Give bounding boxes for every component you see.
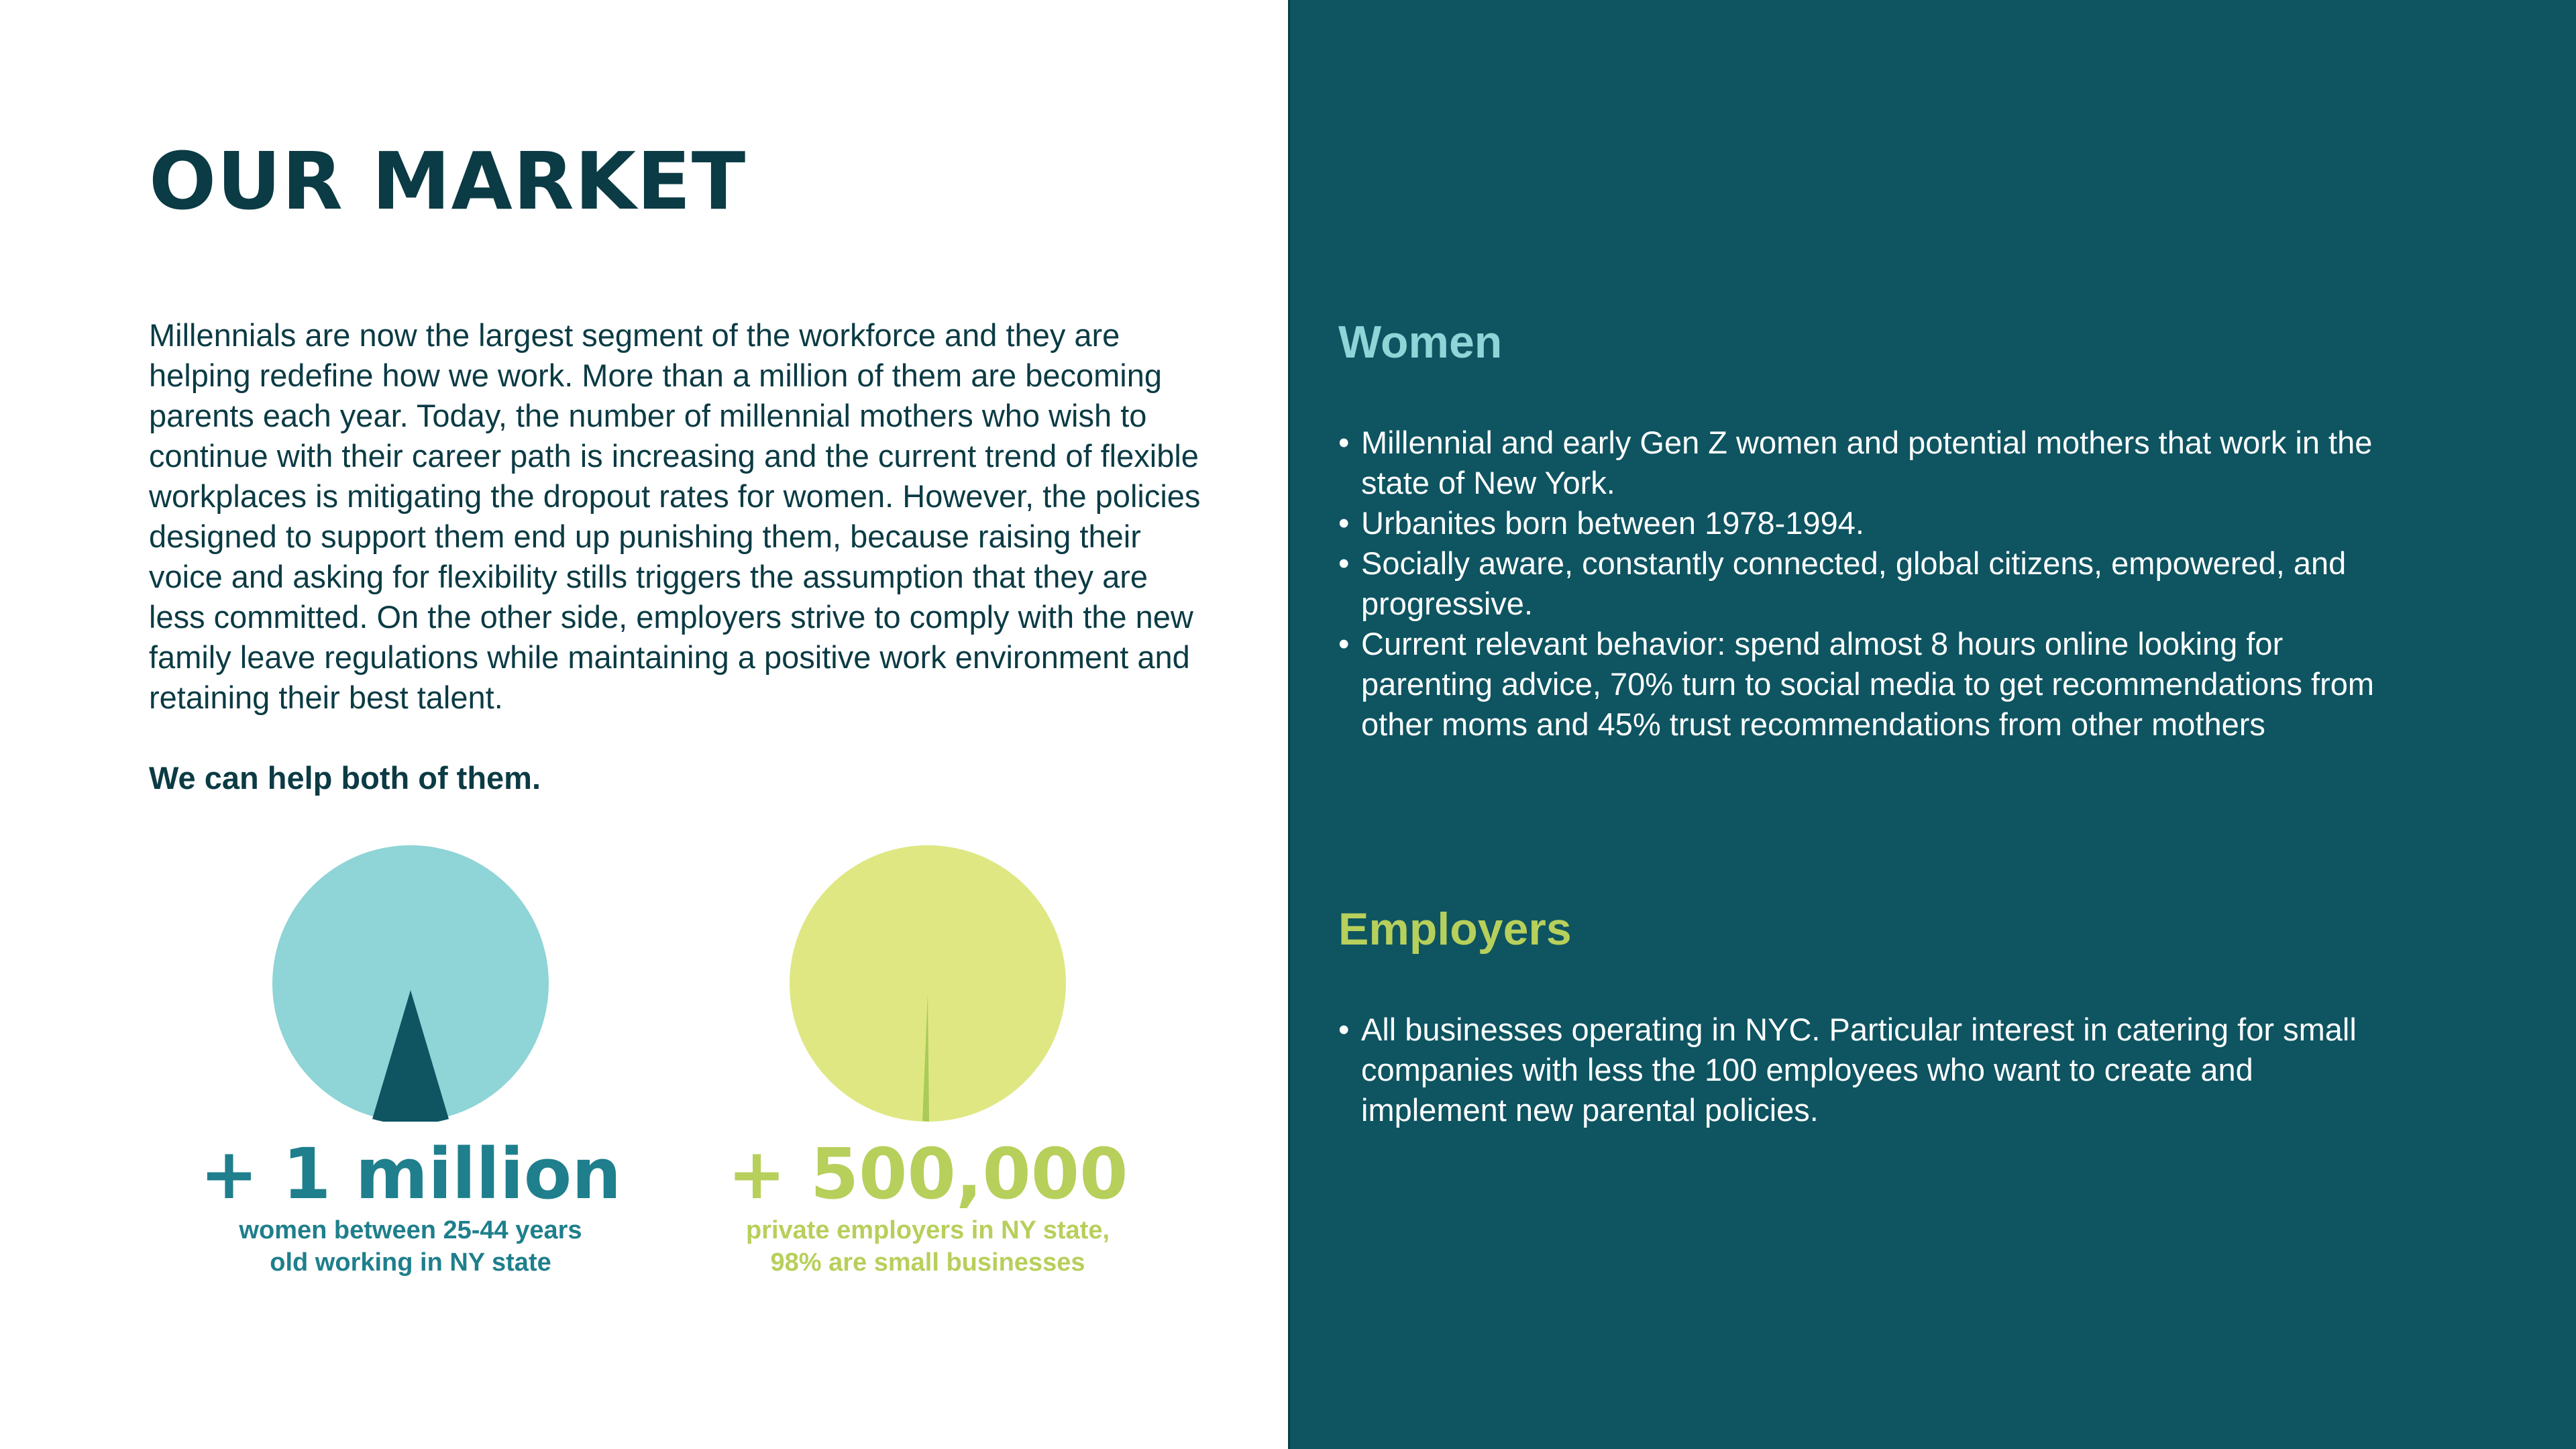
intro-paragraph: Millennials are now the largest segment of the workforce and they are helping redefine how we work. More than a million of them are becoming parents each year. Today, the number of millennial mothers who wish to continue with their career path is increasing and the current trend of flexible workplaces is mitigating the dropout rates for women. However, the policies designed to support them end up punishing them, because raising their voice and asking for flexibility stills triggers the assumption that they are less committed. On the other side, employers strive to comply with the new family leave regulations while maintaining a positive work environment and retaining their best talent. <box>149 317 1201 715</box>
women-stat-caption-line2: old working in NY state <box>270 1248 551 1277</box>
women-bullet: • Millennial and early Gen Z women and potential mothers that work in the state of New York. <box>1338 423 2385 503</box>
women-pie-icon <box>272 845 549 1122</box>
women-bullet: • Current relevant behavior: spend almost 8 hours online looking for parenting advice, 70% turn to social media to get recommendations from other moms and 45% trust recommendations from other mothers <box>1338 624 2385 745</box>
employers-stat-caption-line2: 98% are small businesses <box>770 1248 1085 1277</box>
employers-stat-caption-line1: private employers in NY state, <box>745 1216 1110 1244</box>
employers-stat-value: + 500,000 <box>727 1133 1128 1215</box>
women-heading: Women <box>1338 317 1503 368</box>
employers-bullet: • All businesses operating in NYC. Particular interest in catering for small companies with less the 100 employees who want to create and implement new parental policies. <box>1338 1010 2385 1130</box>
stat-women <box>156 845 665 1279</box>
intro-callout: We can help both of them. <box>149 760 541 796</box>
women-stat-caption-line1: women between 25-44 years <box>239 1216 582 1244</box>
women-stat-value: + 1 million <box>199 1133 622 1215</box>
stat-employers <box>673 845 1183 1279</box>
page-title: OUR MARKET <box>149 135 747 227</box>
women-bullet: • Urbanites born between 1978-1994. <box>1338 503 2385 543</box>
employers-bullet-list <box>1338 1010 2385 1130</box>
women-bullet-list <box>1338 423 2385 745</box>
right-panel <box>1288 0 2576 1449</box>
women-bullet: • Socially aware, constantly connected, global citizens, empowered, and progressive. <box>1338 543 2385 624</box>
employers-heading: Employers <box>1338 904 1572 955</box>
employers-pie-icon <box>790 845 1066 1122</box>
